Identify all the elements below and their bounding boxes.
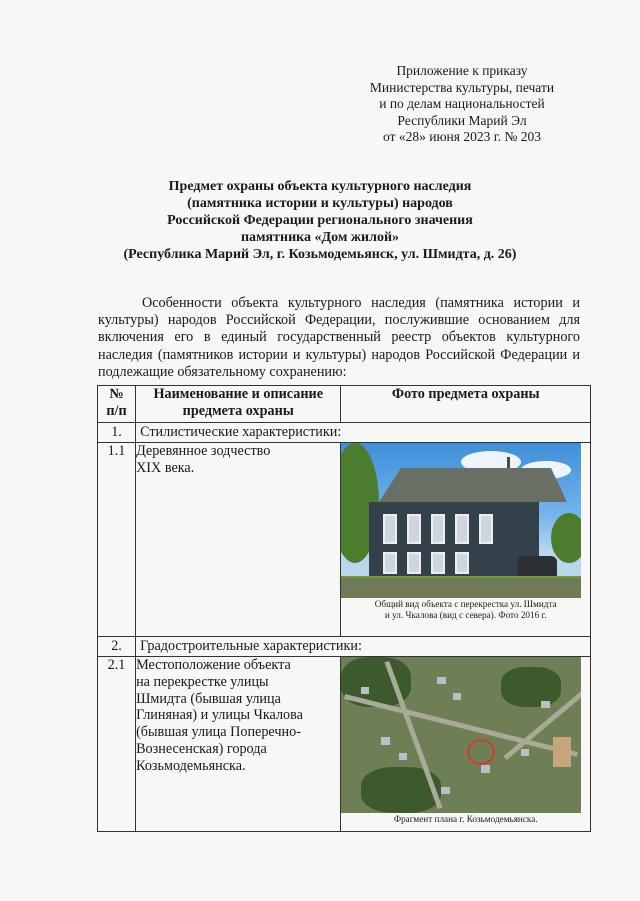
sand-area [553,737,571,767]
appendix-line: Приложение к приказу [396,63,528,78]
photo-caption [341,814,590,825]
parked-car [517,556,557,578]
photo-cell [341,443,591,637]
window [431,514,445,544]
window [455,552,469,574]
description-line: Деревянное зодчество [136,443,271,459]
tree [551,513,581,563]
window [455,514,469,544]
description-line: на перекрестке улицы [136,673,269,690]
building [399,753,407,760]
building [481,765,490,773]
vegetation [501,667,561,707]
item-description [136,657,341,832]
building [437,677,446,684]
appendix-line: Республики Марий Эл [397,112,527,128]
window [407,514,421,544]
appendix-line: Министерства культуры, печати [369,79,555,95]
window [383,514,397,544]
appendix-header [352,63,572,146]
description-line: Козьмодемьянска. [136,757,246,774]
title-line: Российской Федерации регионального значения [167,213,473,228]
item-description [136,443,341,637]
header-number [98,386,136,423]
photo-cell [341,657,591,832]
intro-paragraph: Особенности объекта культурного наследия (памятника истории и культуры) народов Российской Федерации, послужившие основанием для включения его в единый государственный реестр объектов культурного наследия (памятников истории и культуры) народов Российской Федерации и подлежащие обязательному сохранению: [98,295,580,380]
window [383,552,397,574]
description-line: Глиняная) и улицы Чкалова [136,707,303,724]
table-row [98,657,591,832]
description-line: Местоположение объекта [136,657,291,673]
caption-line: Фрагмент плана г. Козьмодемьянска. [393,814,538,824]
aerial-map-photo [341,657,581,813]
header-number-line: п/п [106,402,127,419]
item-number: 2.1 [98,657,136,832]
section-row [98,637,591,657]
section-number: 2. [98,637,136,657]
object-location-marker [467,739,495,765]
title-line: памятника «Дом жилой» [240,230,400,245]
description-line: Вознесенская) города [136,740,267,757]
header-name-line: Наименование и описание [153,386,324,402]
building [521,749,529,756]
house-wall [369,502,539,580]
table-row [98,443,591,637]
header-number-line: № [109,386,124,402]
photo-caption [341,599,590,621]
protection-subject-table [97,385,591,832]
title-line: (памятника истории и культуры) народов [187,196,453,211]
house-roof [379,468,567,502]
document-title [60,178,580,263]
description-line: (бывшая улица Поперечно- [136,724,301,741]
window [407,552,421,574]
title-line: (Республика Марий Эл, г. Козьмодемьянск, ул. Шмидта, д. 26) [123,247,517,262]
house-photo [341,443,581,598]
table-header-row [98,386,591,423]
title-line: Предмет охраны объекта культурного наследия [168,179,472,194]
building [441,787,450,794]
header-photo: Фото предмета охраны [341,386,591,423]
section-label: Градостроительные характеристики: [136,637,591,657]
window [431,552,445,574]
building [453,693,461,700]
section-label: Стилистические характеристики: [136,423,591,443]
appendix-line: от «28» июня 2023 г. № 203 [383,129,541,144]
building [361,687,369,694]
section-number: 1. [98,423,136,443]
building [381,737,390,745]
section-row [98,423,591,443]
item-number: 1.1 [98,443,136,637]
header-name-line: предмета охраны [182,402,294,419]
road [341,578,581,598]
description-line: XIX века. [136,459,195,476]
caption-line: и ул. Чкалова (вид с севера). Фото 2016 г. [384,610,547,620]
description-line: Шмидта (бывшая улица [136,690,281,707]
appendix-line: и по делам национальностей [379,96,545,111]
header-name [136,386,341,423]
caption-line: Общий вид объекта с перекрестка ул. Шмидта [374,599,557,609]
building [541,701,550,708]
window [479,514,493,544]
